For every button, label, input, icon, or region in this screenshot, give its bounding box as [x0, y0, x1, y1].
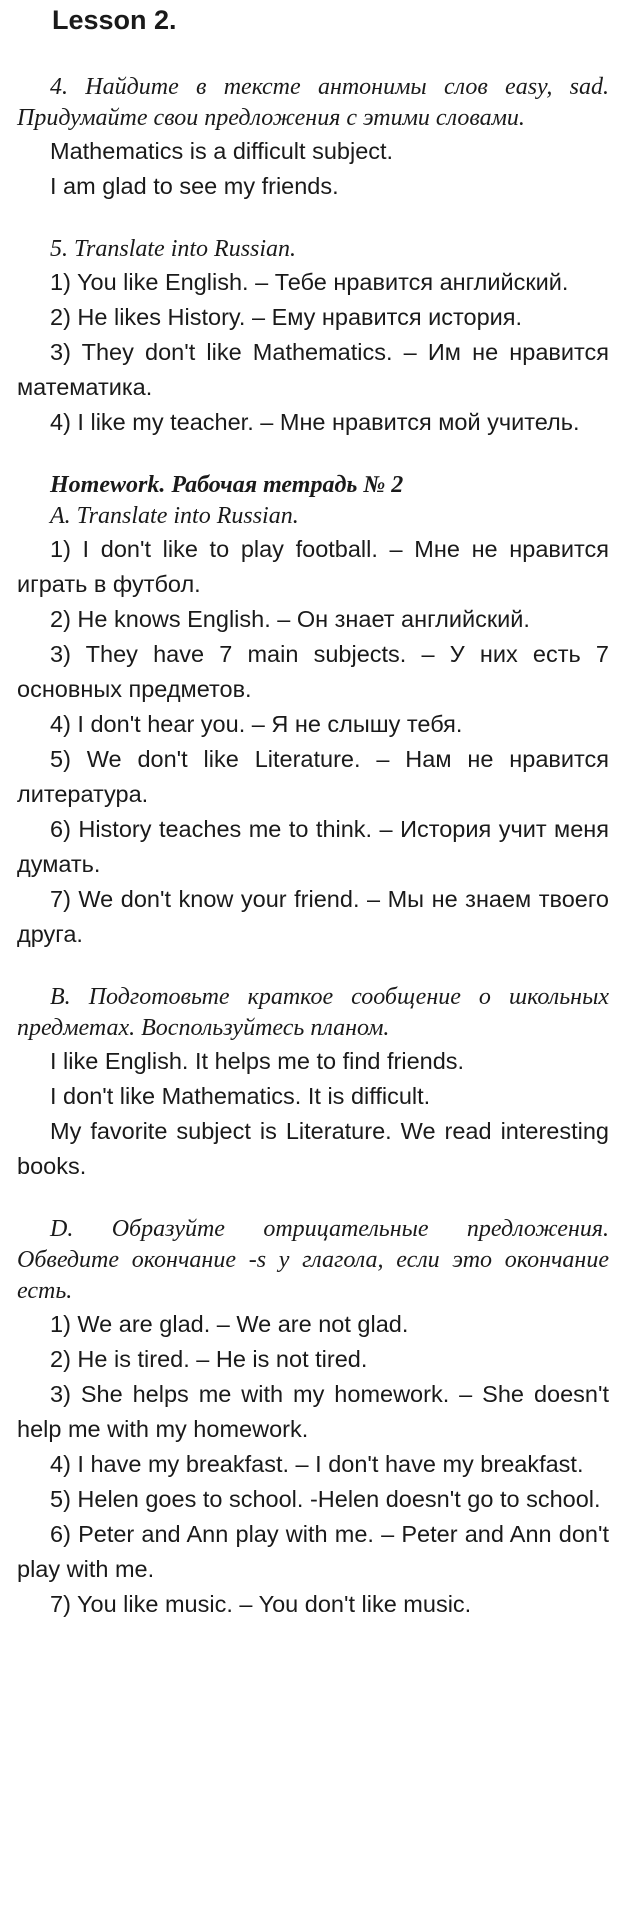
exercise-5	[17, 234, 609, 440]
exercise-5-line: 2) He likes History. – Ему нравится история.	[50, 304, 523, 330]
homework-d-line: 4) I have my breakfast. – I don't have my breakfast.	[50, 1451, 584, 1477]
homework-a-line: 4) I don't hear you. – Я не слышу тебя.	[50, 711, 463, 737]
homework-b-line: I don't like Mathematics. It is difficult.	[50, 1083, 431, 1109]
homework-d-line: 3) She helps me with my homework. – She doesn't help me with my homework.	[17, 1381, 609, 1442]
lesson-title: Lesson 2.	[52, 5, 177, 35]
exercise-5-line: 1) You like English. – Тебе нравится английский.	[50, 269, 569, 295]
homework-d	[17, 1214, 609, 1622]
homework-b	[17, 982, 609, 1184]
homework-a-line: 5) We don't like Literature. – Нам не нравится литература.	[17, 746, 609, 807]
exercise-4-line: Mathematics is a difficult subject.	[50, 138, 394, 164]
homework-a	[17, 501, 609, 952]
exercise-5-heading: 5. Translate into Russian.	[50, 236, 297, 262]
homework-d-line: 1) We are glad. – We are not glad.	[50, 1311, 409, 1337]
exercise-4-line: I am glad to see my friends.	[50, 173, 339, 199]
homework-a-heading: A. Translate into Russian.	[50, 503, 299, 529]
exercise-5-line: 4) I like my teacher. – Мне нравится мой учитель.	[50, 409, 580, 435]
exercise-4	[17, 72, 609, 204]
homework-section	[17, 470, 609, 1622]
homework-heading: Homework. Рабочая тетрадь № 2	[50, 472, 404, 498]
homework-a-line: 2) He knows English. – Он знает английский.	[50, 606, 530, 632]
homework-d-line: 6) Peter and Ann play with me. – Peter and Ann don't play with me.	[17, 1521, 609, 1582]
exercise-5-line: 3) They don't like Mathematics. – Им не нравится математика.	[17, 339, 609, 400]
exercise-4-heading: 4. Найдите в тексте антонимы слов easy, sad. Придумайте свои предложения с этими словами.	[17, 74, 609, 131]
homework-a-line: 1) I don't like to play football. – Мне не нравится играть в футбол.	[17, 536, 609, 597]
homework-b-line: My favorite subject is Literature. We read interesting books.	[17, 1118, 609, 1179]
homework-d-line: 2) He is tired. – He is not tired.	[50, 1346, 368, 1372]
homework-d-line: 5) Helen goes to school. -Helen doesn't go to school.	[50, 1486, 601, 1512]
homework-d-heading: D. Образуйте отрицательные предложения. Обведите окончание -s у глагола, если это окончание есть.	[17, 1216, 609, 1304]
homework-a-line: 6) History teaches me to think. – История учит меня думать.	[17, 816, 609, 877]
homework-b-line: I like English. It helps me to find friends.	[50, 1048, 465, 1074]
homework-b-heading: B. Подготовьте краткое сообщение о школьных предметах. Воспользуйтесь планом.	[17, 984, 609, 1041]
homework-d-line: 7) You like music. – You don't like music.	[50, 1591, 472, 1617]
homework-a-line: 3) They have 7 main subjects. – У них есть 7 основных предметов.	[17, 641, 609, 702]
homework-a-line: 7) We don't know your friend. – Мы не знаем твоего друга.	[17, 886, 609, 947]
